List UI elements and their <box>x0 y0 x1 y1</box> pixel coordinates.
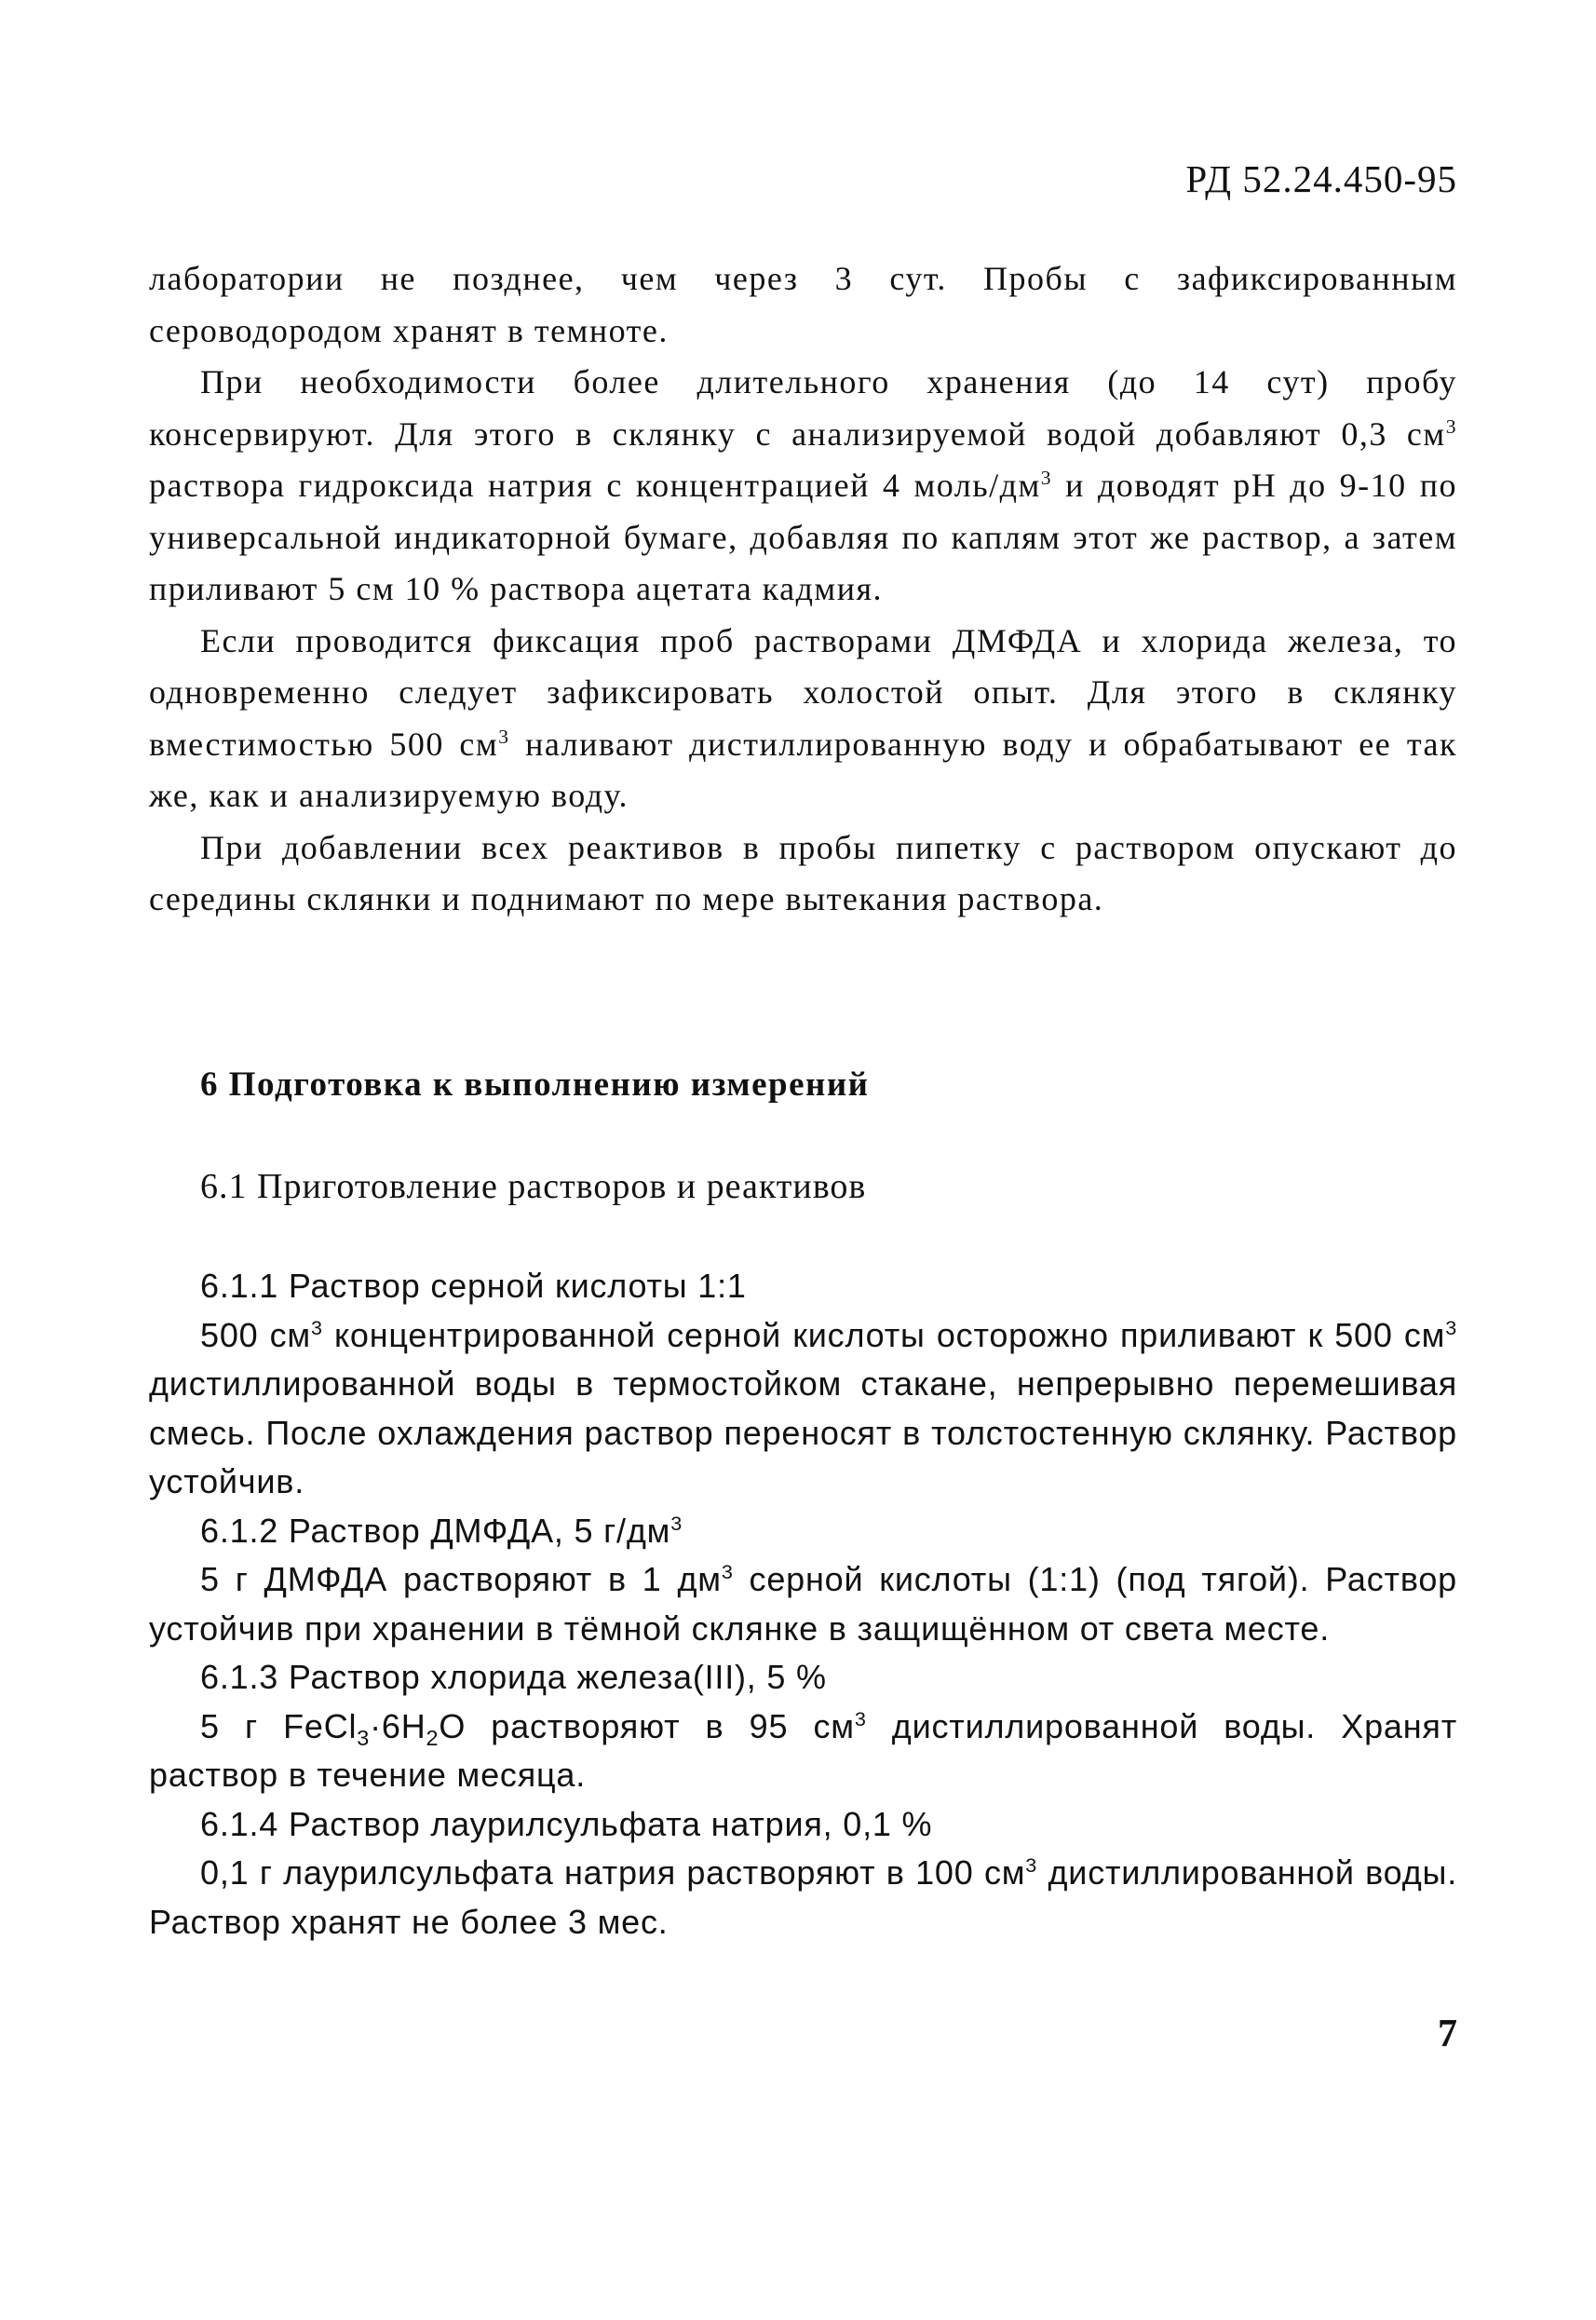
document-code-header: РД 52.24.450-95 <box>1185 157 1457 200</box>
superscript: 3 <box>721 1560 734 1583</box>
section-5-continuation <box>149 253 1457 926</box>
superscript: 3 <box>670 1511 683 1535</box>
text-fragment: При необходимости более длительного хранения (до 14 сут) пробу консервируют. Для этого в склянку с анализируемой водой добавляют 0,3 см <box>149 363 1457 453</box>
section-6-1-content <box>149 1262 1457 1947</box>
text-fragment: ·6H <box>370 1706 426 1745</box>
superscript: 3 <box>310 1315 323 1339</box>
paragraph-preservation <box>149 357 1457 616</box>
text-fragment: 500 см <box>200 1315 311 1354</box>
subscript: 2 <box>426 1725 440 1750</box>
paragraph-6-1-3 <box>149 1703 1457 1800</box>
subsection-6-1-1-title: 6.1.1 Раствор серной кислоты 1:1 <box>200 1267 747 1305</box>
subsection-6-1-3-title: 6.1.3 Раствор хлорида железа(III), 5 % <box>200 1658 827 1696</box>
subsection-6-1-title: 6.1 Приготовление растворов и реактивов <box>200 1167 867 1206</box>
text-fragment: 5 г FeCl <box>200 1706 358 1745</box>
text-fragment: 0,1 г лаурилсульфата натрия растворяют в 100 см <box>200 1853 1026 1892</box>
text-fragment: серной кислоты (1:1) (под тягой). Раствор устойчив при хранении в тёмной склянке в защищённом от света месте. <box>149 1560 1457 1648</box>
paragraph-storage-dark: лаборатории не позднее, чем через 3 сут. Пробы с зафиксированным сероводородом хранят в темноте. <box>149 260 1457 349</box>
paragraph-6-1-2 <box>149 1555 1457 1653</box>
text-fragment: дистиллированной воды в термостойком стакане, непрерывно перемешивая смесь. После охлаждения раствор переносят в толстостенную склянку. Раствор устойчив. <box>149 1364 1457 1500</box>
text-fragment: наливают дистиллированную воду и обрабатывают ее так же, как и анализируемую воду. <box>149 725 1457 814</box>
subsection-6-1-4-title: 6.1.4 Раствор лаурилсульфата натрия, 0,1 % <box>200 1804 933 1843</box>
subsection-6-1-2-title <box>149 1507 1457 1556</box>
superscript: 3 <box>1025 1853 1038 1877</box>
paragraph-6-1-1 <box>149 1311 1457 1507</box>
text-fragment: раствора гидроксида натрия с концентрацией 4 моль/дм <box>149 467 1041 504</box>
page-number: 7 <box>1438 2013 1457 2055</box>
paragraph-blank-test <box>149 616 1457 822</box>
superscript: 3 <box>854 1706 867 1730</box>
superscript: 3 <box>498 725 510 748</box>
text-fragment: концентрированной серной кислоты осторожно приливают к 500 см <box>322 1315 1446 1354</box>
text-fragment: 5 г ДМФДА растворяют в 1 дм <box>200 1560 722 1598</box>
text-fragment: дистиллированной воды. Раствор хранят не более 3 мес. <box>149 1853 1457 1941</box>
superscript: 3 <box>1040 467 1053 489</box>
text-fragment: дистиллированной воды. Хранят раствор в течение месяца. <box>149 1706 1457 1794</box>
text-fragment: 6.1.2 Раствор ДМФДА, 5 г/дм <box>200 1511 671 1550</box>
superscript: 3 <box>1445 1315 1457 1339</box>
superscript: 3 <box>1445 414 1457 438</box>
paragraph-pipette: При добавлении всех реактивов в пробы пипетку с раствором опускают до середины склянки и поднимают по мере вытекания раствора. <box>149 828 1457 917</box>
paragraph-6-1-4 <box>149 1849 1457 1947</box>
text-fragment: Если проводится фиксация проб растворами ДМФДА и хлорида железа, то одновременно следует зафиксировать холостой опыт. Для этого в склянку вместимостью 500 см <box>149 621 1457 763</box>
section-6-heading: 6 Подготовка к выполнению измерений <box>200 1065 870 1104</box>
text-fragment: и доводят pH до 9-10 по универсальной индикаторной бумаге, добавляя по каплям этот же раствор, а затем приливают 5 см 10 % раствора ацетата кадмия. <box>149 467 1457 607</box>
text-fragment: O растворяют в 95 см <box>439 1706 855 1745</box>
subscript: 3 <box>357 1725 371 1750</box>
